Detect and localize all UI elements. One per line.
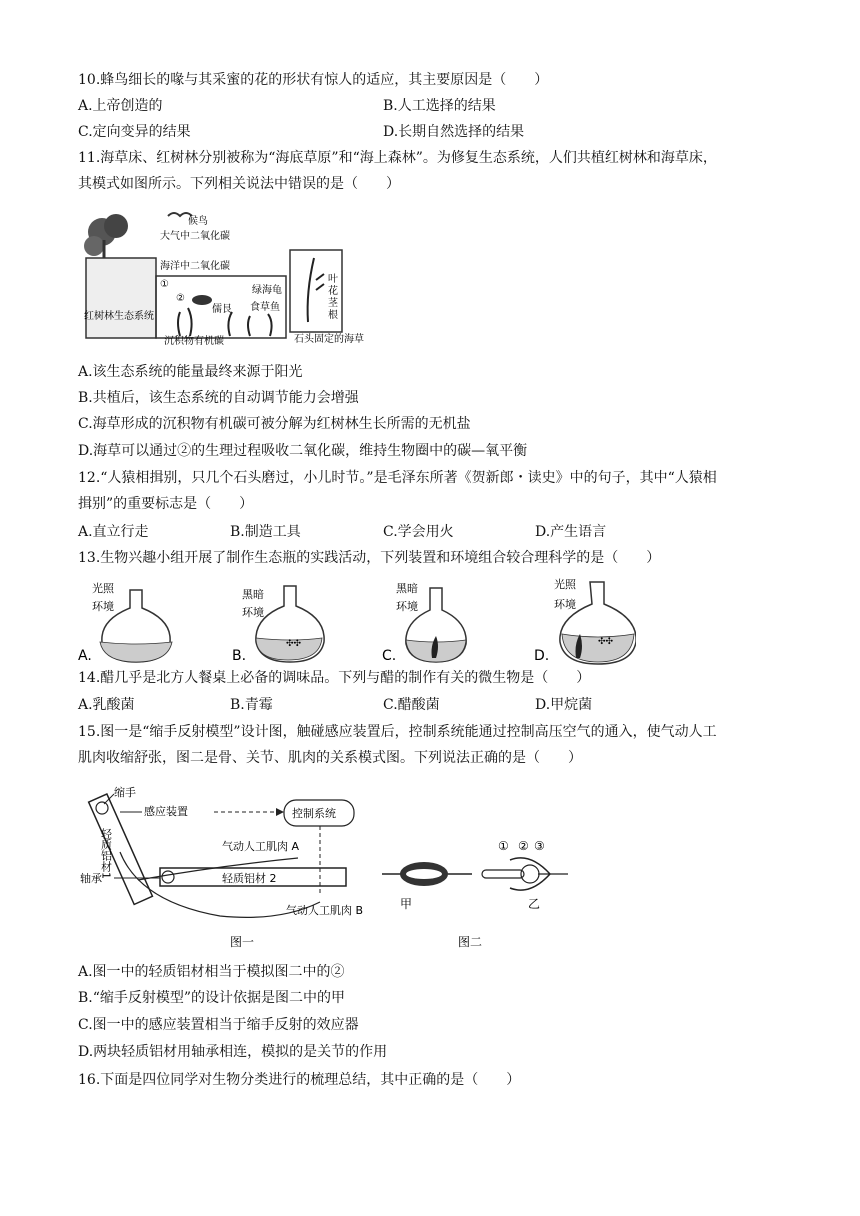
label-green-turtle: 绿海龟 [252,285,282,296]
q10-option-b: B.人工选择的结果 [383,98,496,114]
label-stone-seagrass: 石头固定的海草 [294,334,364,345]
q13-option-d-label: D. [534,648,550,664]
q15-option-c: C.图一中的感应装置相当于缩手反射的效应器 [78,1017,359,1033]
bottle-d-env-label: 环境 [554,598,576,611]
bottle-c-env-label: 环境 [396,600,418,613]
q10-stem: 10.蜂鸟细长的喙与其采蜜的花的形状有惊人的适应，其主要原因是（ ） [78,72,549,88]
label-lvcai1: 轻质铝材1 [99,828,113,879]
q16-stem: 16.下面是四位同学对生物分类进行的梳理总结，其中正确的是（ ） [78,1072,521,1088]
figure-1-caption: 图一 [230,935,255,949]
label-process-1: ① [160,279,169,290]
muscle-diagram-jia [382,862,472,886]
q12-option-b: B.制造工具 [230,524,301,540]
bottle-option-b [242,586,324,662]
q13-option-b-label: B. [232,648,247,664]
bottle-option-a [92,581,172,662]
q11-ecosystem-figure [80,210,380,350]
q15-option-d: D.两块轻质铝材用轴承相连，模拟的是关节的作用 [78,1044,388,1060]
label-muscle-a: 气动人工肌肉 A [222,840,300,853]
q12-stem-line2: 揖别”的重要标志是（ ） [78,496,254,512]
q14-option-c: C.醋酸菌 [383,697,440,713]
q14-option-b: B.青霉 [230,697,273,713]
q14-stem: 14.醋几乎是北方人餐桌上必备的调味品。下列与醋的制作有关的微生物是（ ） [78,670,591,686]
q13-option-c-label: C. [382,648,397,664]
bottle-b-env-dark: 黑暗 [242,588,264,601]
bottle-d-env-light: 光照 [554,578,576,591]
bottle-b-env-label: 环境 [242,606,264,619]
q11-option-c: C.海草形成的沉积物有机碳可被分解为红树林生长所需的无机盐 [78,416,471,432]
label-circle-3: ③ [534,839,545,853]
label-mangrove-ecosystem: 红树林生态系统 [84,311,154,322]
q12-stem-line1: 12.“人猿相揖别，只几个石头磨过，小儿时节。”是毛泽东所著《贺新郎・读史》中的句子，其中“人猿相 [78,470,717,486]
q11-option-b: B.共植后，该生态系统的自动调节能力会增强 [78,390,359,406]
q11-option-a: A.该生态系统的能量最终来源于阳光 [78,364,303,380]
q11-option-d: D.海草可以通过②的生理过程吸收二氧化碳，维持生物圈中的碳—氧平衡 [78,443,528,459]
joint-diagram-yi [482,858,568,890]
label-leaf: 叶 [328,274,338,285]
q13-stem: 13.生物兴趣小组开展了制作生态瓶的实践活动，下列装置和环境组合较合理科学的是（ ） [78,550,661,566]
label-zhoucheng: 轴承 [80,872,102,885]
q14-option-d: D.甲烷菌 [535,697,593,713]
label-circle-2: ② [518,839,529,853]
figure-2-caption: 图二 [458,935,483,949]
label-muscle-b: 气动人工肌肉 B [286,904,364,917]
seagrass-plant-icon [308,258,324,322]
q12-option-a: A.直立行走 [78,524,149,540]
q11-stem-line2: 其模式如图所示。下列相关说法中错误的是（ ） [78,176,400,192]
q15-stem-line1: 15.图一是“缩手反射模型”设计图，触碰感应装置后，控制系统能通过控制高压空气的通入，使气动人工 [78,724,717,740]
label-root: 根 [328,310,338,321]
label-kongzhi: 控制系统 [292,807,336,820]
q15-figure-1 [80,782,380,952]
q15-option-b: B.“缩手反射模型”的设计依据是图二中的甲 [78,990,346,1006]
label-sediment-carbon: 沉积物有机碳 [164,336,224,347]
q12-option-d: D.产生语言 [535,524,607,540]
label-jia: 甲 [400,897,413,911]
fish-icon: ✣✣ [286,639,302,649]
label-circle-1: ① [498,839,509,853]
label-ganying: 感应装置 [144,805,188,818]
q12-option-c: C.学会用火 [383,524,454,540]
bottle-option-c [396,581,466,662]
label-suoshou: 缩手 [114,786,136,799]
label-stem: 茎 [328,298,338,309]
fish-icon: ✣✣ [598,637,614,647]
label-process-2: ② [176,293,185,304]
bottle-a-env-light: 光照 [92,582,114,595]
label-houniao: 候鸟 [188,216,208,227]
label-flower: 花 [328,286,338,297]
q15-stem-line2: 肌肉收缩舒张，图二是骨、关节、肌肉的关系模式图。下列说法正确的是（ ） [78,750,582,766]
label-yi: 乙 [528,897,541,911]
label-ocean-co2: 海洋中二氧化碳 [160,261,230,272]
aluminum-bar-1 [89,794,153,904]
bottle-c-env-dark: 黑暗 [396,582,418,595]
label-dugong: 儒艮 [212,304,232,315]
q13-bottles-figure [76,578,636,668]
fish-icon [192,295,212,305]
q13-option-a-label: A. [78,648,92,664]
q15-figure-2 [378,830,578,954]
label-herbivore-fish: 食草鱼 [250,302,280,313]
label-lvcai2: 轻质铝材 2 [222,872,277,885]
label-atmosphere-co2: 大气中二氧化碳 [160,231,230,242]
q11-stem-line1: 11.海草床、红树林分别被称为“海底草原”和“海上森林”。为修复生态系统，人们共植红树林和海草床， [78,150,717,166]
bottle-a-env-label: 环境 [92,600,114,613]
sensor-icon [96,802,108,814]
q15-option-a: A.图一中的轻质铝材相当于模拟图二中的② [78,964,345,980]
q14-option-a: A.乳酸菌 [78,697,135,713]
bearing-icon [162,871,174,883]
mangrove-zone [86,258,156,338]
q10-option-d: D.长期自然选择的结果 [383,124,525,140]
bottle-option-d [554,578,636,664]
q10-option-c: C.定向变异的结果 [78,124,191,140]
q10-option-a: A.上帝创造的 [78,98,163,114]
